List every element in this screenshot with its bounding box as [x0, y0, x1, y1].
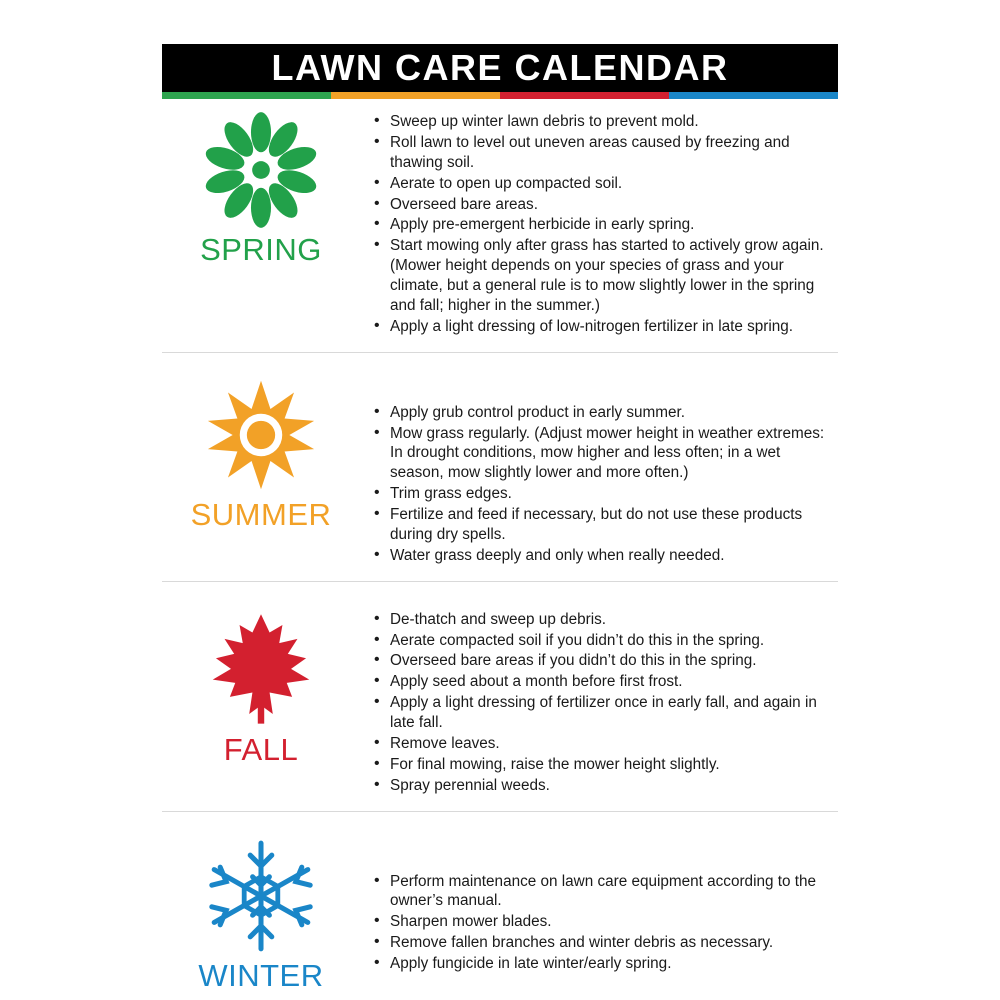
page-title: LAWN CARE CALENDAR — [271, 47, 729, 88]
season-list-summer — [360, 353, 838, 581]
list-item: • Apply a light dressing of low-nitrogen fertilizer in late spring. — [372, 317, 834, 337]
accent-swatch-fall — [500, 92, 669, 99]
flower-icon — [201, 110, 321, 230]
season-icon-column-fall — [162, 582, 360, 768]
list-item: • Apply grub control product in early summer. — [372, 403, 834, 423]
list-item: • Fertilize and feed if necessary, but do not use these products during dry spells. — [372, 505, 834, 545]
season-label-fall: FALL — [223, 731, 299, 767]
list-item: • Remove fallen branches and winter debris as necessary. — [372, 933, 834, 953]
accent-swatch-summer — [331, 92, 500, 99]
season-row-summer — [162, 353, 838, 582]
list-item: • Aerate to open up compacted soil. — [372, 174, 834, 194]
season-row-fall — [162, 582, 838, 812]
list-item: • Sharpen mower blades. — [372, 912, 834, 932]
list-item: • Trim grass edges. — [372, 484, 834, 504]
list-item: • Overseed bare areas. — [372, 195, 834, 215]
snowflake-icon — [201, 836, 321, 956]
season-list-fall — [360, 582, 838, 811]
list-item: • De-thatch and sweep up debris. — [372, 610, 834, 630]
season-icon-column-summer — [162, 353, 360, 533]
accent-color-strip — [162, 92, 838, 99]
sun-icon — [201, 375, 321, 495]
season-icon-column-winter — [162, 812, 360, 994]
accent-swatch-spring — [162, 92, 331, 99]
season-list-winter — [360, 812, 838, 989]
list-item: • Apply seed about a month before first frost. — [372, 672, 834, 692]
list-item: • Overseed bare areas if you didn’t do this in the spring. — [372, 651, 834, 671]
season-rows — [162, 104, 838, 1000]
accent-swatch-winter — [669, 92, 838, 99]
season-list-spring — [360, 104, 838, 352]
list-item: • Water grass deeply and only when really needed. — [372, 546, 834, 566]
list-item: • Spray perennial weeds. — [372, 776, 834, 796]
title-banner — [162, 44, 838, 99]
list-item: • Apply fungicide in late winter/early spring. — [372, 954, 834, 974]
list-item: • Perform maintenance on lawn care equipment according to the owner’s manual. — [372, 872, 834, 912]
list-item: • Apply a light dressing of fertilizer once in early fall, and again in late fall. — [372, 693, 834, 733]
list-item: • Apply pre-emergent herbicide in early spring. — [372, 215, 834, 235]
season-row-spring — [162, 104, 838, 353]
season-label-summer: SUMMER — [190, 496, 332, 532]
season-icon-column-spring — [162, 104, 360, 268]
list-item: • Start mowing only after grass has started to actively grow again. (Mower height depends on your species of grass and your climate, but a general rule is to mow slightly lower in the spring and fall; higher in the summer.) — [372, 236, 834, 316]
list-item: • Mow grass regularly. (Adjust mower height in weather extremes: In drought conditions, mow higher and less often; in a wet season, mow slightly lower and more often.) — [372, 424, 834, 484]
list-item: • For final mowing, raise the mower height slightly. — [372, 755, 834, 775]
list-item: • Sweep up winter lawn debris to prevent mold. — [372, 112, 834, 132]
title-bar — [162, 44, 838, 92]
list-item: • Remove leaves. — [372, 734, 834, 754]
list-item: • Aerate compacted soil if you didn’t do this in the spring. — [372, 631, 834, 651]
season-label-winter: WINTER — [198, 957, 324, 993]
maple-leaf-icon — [201, 610, 321, 730]
list-item: • Roll lawn to level out uneven areas caused by freezing and thawing soil. — [372, 133, 834, 173]
season-row-winter — [162, 812, 838, 1000]
season-label-spring: SPRING — [200, 232, 322, 267]
